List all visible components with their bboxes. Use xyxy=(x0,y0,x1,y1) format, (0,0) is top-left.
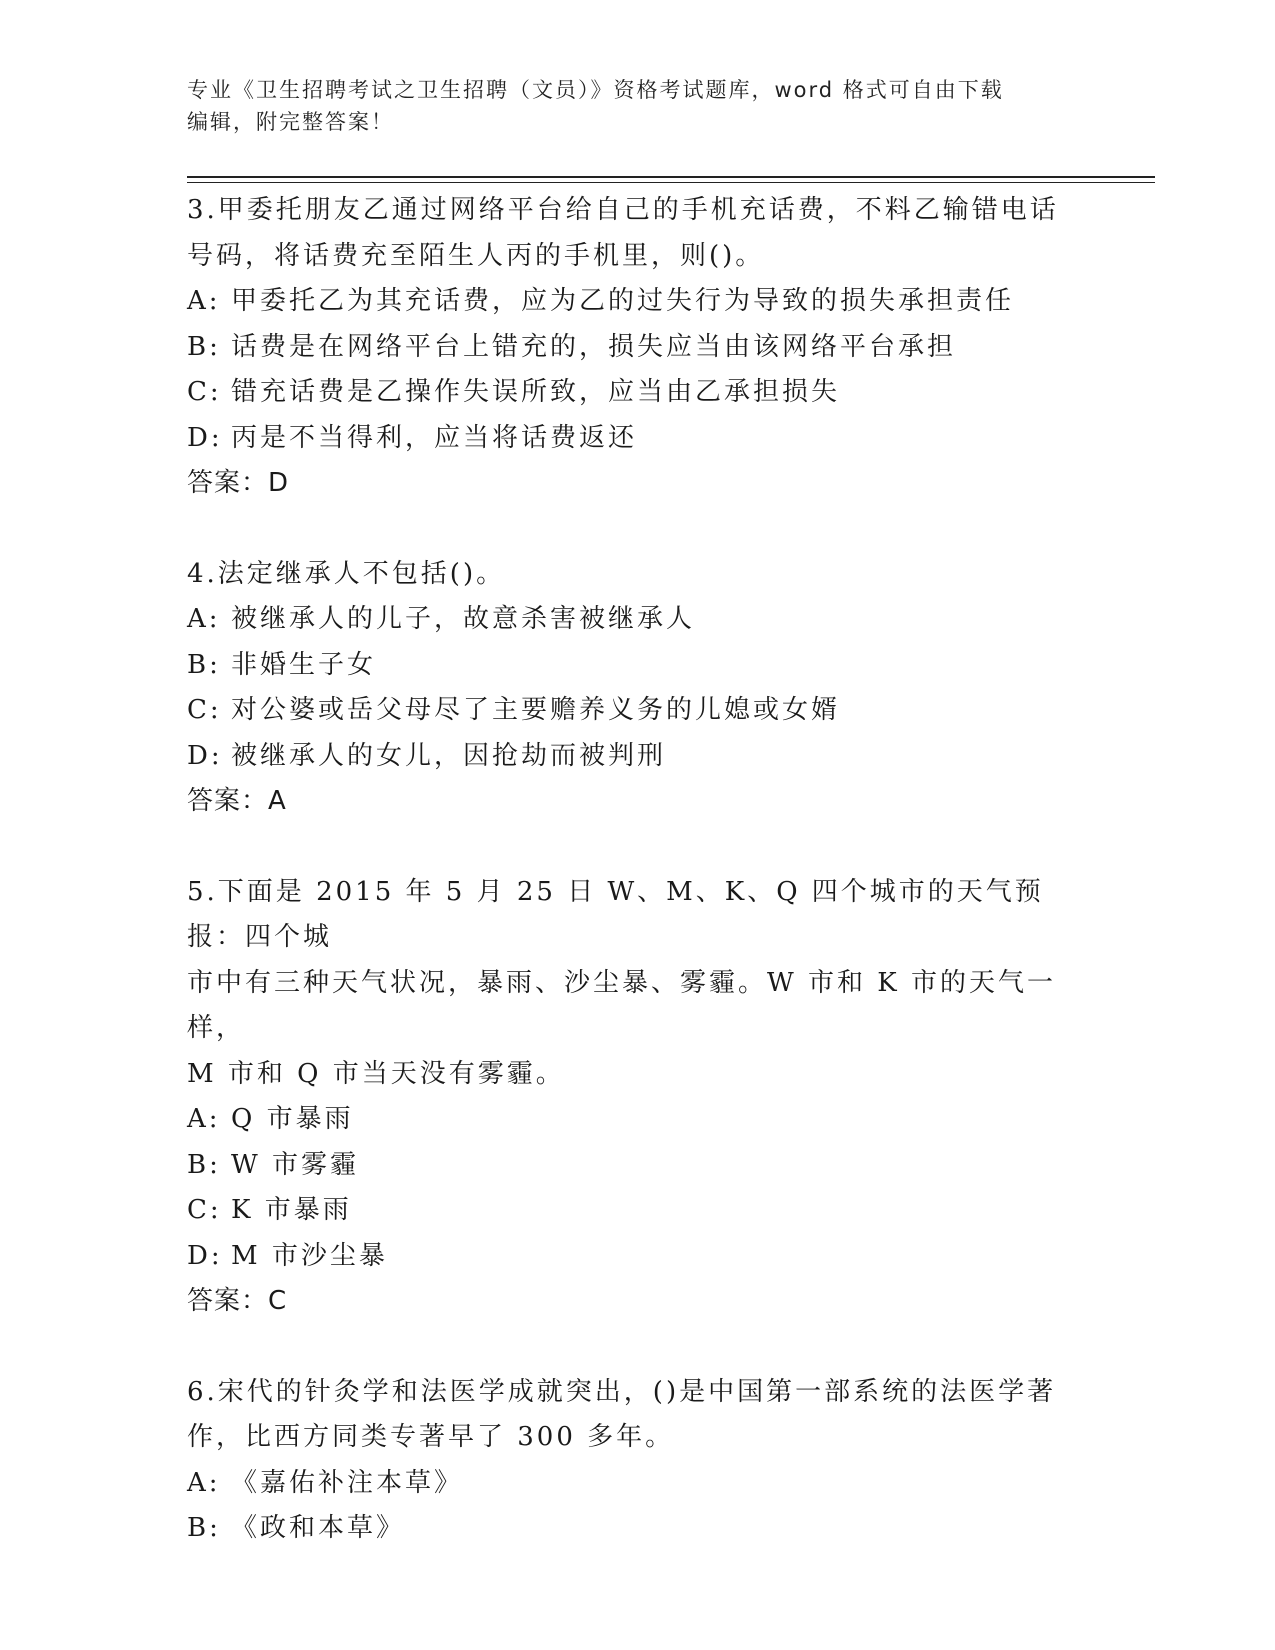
option-text: 非婚生子女 xyxy=(231,649,377,680)
option-letter: D: xyxy=(187,422,223,453)
option-letter: A: xyxy=(187,1104,221,1134)
option-letter: B: xyxy=(187,1149,221,1180)
question-list xyxy=(187,188,1087,1552)
option-text: Q 市暴雨 xyxy=(231,1104,354,1134)
option-c xyxy=(187,688,1087,734)
option-letter: C: xyxy=(187,1195,222,1225)
option-letter: C: xyxy=(187,377,222,407)
question-stem-line: M 市和 Q 市当天没有雾霾。 xyxy=(187,1058,565,1089)
option-a xyxy=(187,597,1087,643)
option-text: 丙是不当得利，应当将话费返还 xyxy=(231,422,638,453)
option-letter: A: xyxy=(187,286,221,316)
option-a xyxy=(187,1097,1087,1143)
option-b xyxy=(187,1143,1087,1189)
option-text: 错充话费是乙操作失误所致，应当由乙承担损失 xyxy=(231,377,841,407)
option-letter: B: xyxy=(187,331,221,362)
option-a xyxy=(187,279,1087,325)
question-6 xyxy=(187,1370,1087,1552)
option-text: 甲委托乙为其充话费，应为乙的过失行为导致的损失承担责任 xyxy=(231,286,1015,316)
option-c xyxy=(187,1188,1087,1234)
option-letter: A: xyxy=(187,604,221,634)
option-letter: D: xyxy=(187,1240,223,1271)
answer-line: 答案：D xyxy=(187,468,290,498)
option-c xyxy=(187,370,1087,416)
answer-line: 答案：C xyxy=(187,1286,288,1316)
header-line-2: 编辑，附完整答案！ xyxy=(187,110,394,134)
option-letter: B: xyxy=(187,1513,221,1543)
question-3 xyxy=(187,188,1087,507)
option-text: 被继承人的女儿，因抢劫而被判刑 xyxy=(231,740,667,771)
option-text: 《嘉佑补注本草》 xyxy=(231,1467,464,1498)
option-text: K 市暴雨 xyxy=(231,1195,352,1225)
question-stem-line: 3.甲委托朋友乙通过网络平台给自己的手机充话费，不料乙输错电话 xyxy=(187,195,1059,225)
option-text: 话费是在网络平台上错充的，损失应当由该网络平台承担 xyxy=(231,331,957,362)
question-stem-line: 市中有三种天气状况，暴雨、沙尘暴、雾霾。W 市和 K 市的天气一样， xyxy=(187,967,1056,1043)
question-5 xyxy=(187,870,1087,1325)
option-a xyxy=(187,1461,1087,1507)
option-letter: D: xyxy=(187,740,223,771)
option-letter: A: xyxy=(187,1467,221,1498)
answer-line: 答案：A xyxy=(187,786,287,816)
option-text: 被继承人的儿子，故意杀害被继承人 xyxy=(231,604,696,634)
option-d xyxy=(187,734,1087,780)
option-letter: B: xyxy=(187,649,221,680)
document-header xyxy=(187,74,1087,138)
option-d xyxy=(187,416,1087,462)
option-b xyxy=(187,1506,1087,1552)
question-4 xyxy=(187,552,1087,825)
option-text: 《政和本草》 xyxy=(231,1513,406,1543)
question-stem-line: 5.下面是 2015 年 5 月 25 日 W、M、K、Q 四个城市的天气预报：四个城 xyxy=(187,876,1044,952)
header-divider-thin xyxy=(187,182,1155,183)
question-stem-line: 4.法定继承人不包括()。 xyxy=(187,558,506,589)
question-stem-line: 号码，将话费充至陌生人丙的手机里，则()。 xyxy=(187,240,765,271)
option-letter: C: xyxy=(187,695,222,725)
option-text: M 市沙尘暴 xyxy=(231,1240,388,1271)
option-text: W 市雾霾 xyxy=(231,1149,359,1180)
header-divider-thick xyxy=(187,176,1155,178)
question-stem-line: 作，比西方同类专著早了 300 多年。 xyxy=(187,1422,675,1452)
header-line-1: 专业《卫生招聘考试之卫生招聘（文员）》资格考试题库，word 格式可自由下载 xyxy=(187,78,1004,102)
question-stem-line: 6.宋代的针灸学和法医学成就突出，()是中国第一部系统的法医学著 xyxy=(187,1376,1057,1407)
option-b xyxy=(187,643,1087,689)
option-d xyxy=(187,1234,1087,1280)
option-b xyxy=(187,325,1087,371)
option-text: 对公婆或岳父母尽了主要赡养义务的儿媳或女婿 xyxy=(231,695,841,725)
